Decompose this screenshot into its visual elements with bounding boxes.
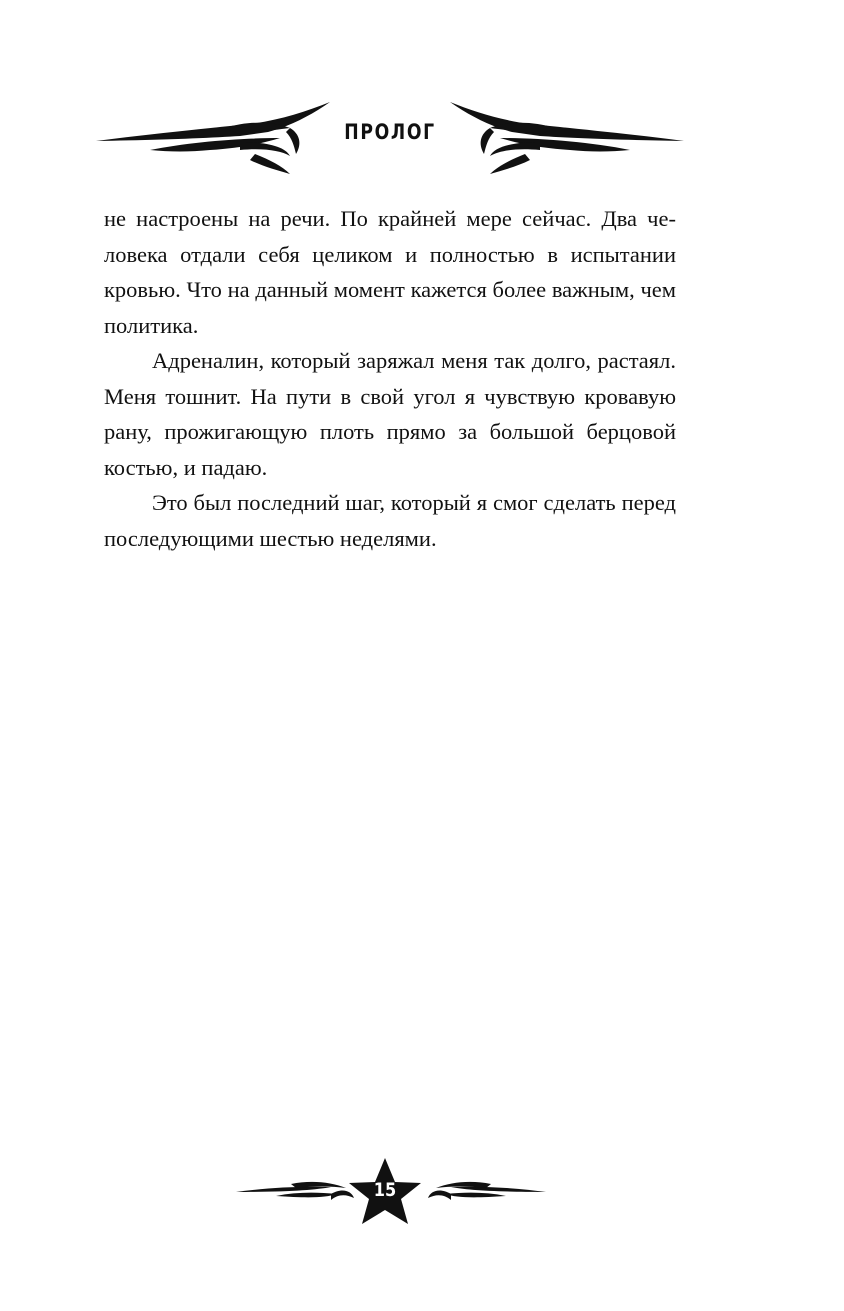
- body-text: [104, 201, 676, 556]
- page-number: 15: [373, 1179, 397, 1201]
- tribal-ornament-right-icon: [445, 98, 690, 178]
- page-footer: [236, 1156, 546, 1228]
- chapter-title: ПРОЛОГ: [344, 120, 436, 144]
- chapter-header: [90, 98, 690, 178]
- paragraph: Это был последний шаг, который я смог сделать перед последующими шестью неделями.: [104, 490, 676, 551]
- paragraph: не настроены на речи. По крайней мере сейчас. Два человека отдали себя целиком и полностью в испытании кровью. Что на данный момент кажется более важным, чем политика.: [104, 206, 676, 338]
- paragraph: Адреналин, который заряжал меня так долго, растаял. Меня тошнит. На пути в свой угол я чувствую кровавую рану, прожигающую плоть прямо за большой берцовой костью, и падаю.: [104, 348, 676, 480]
